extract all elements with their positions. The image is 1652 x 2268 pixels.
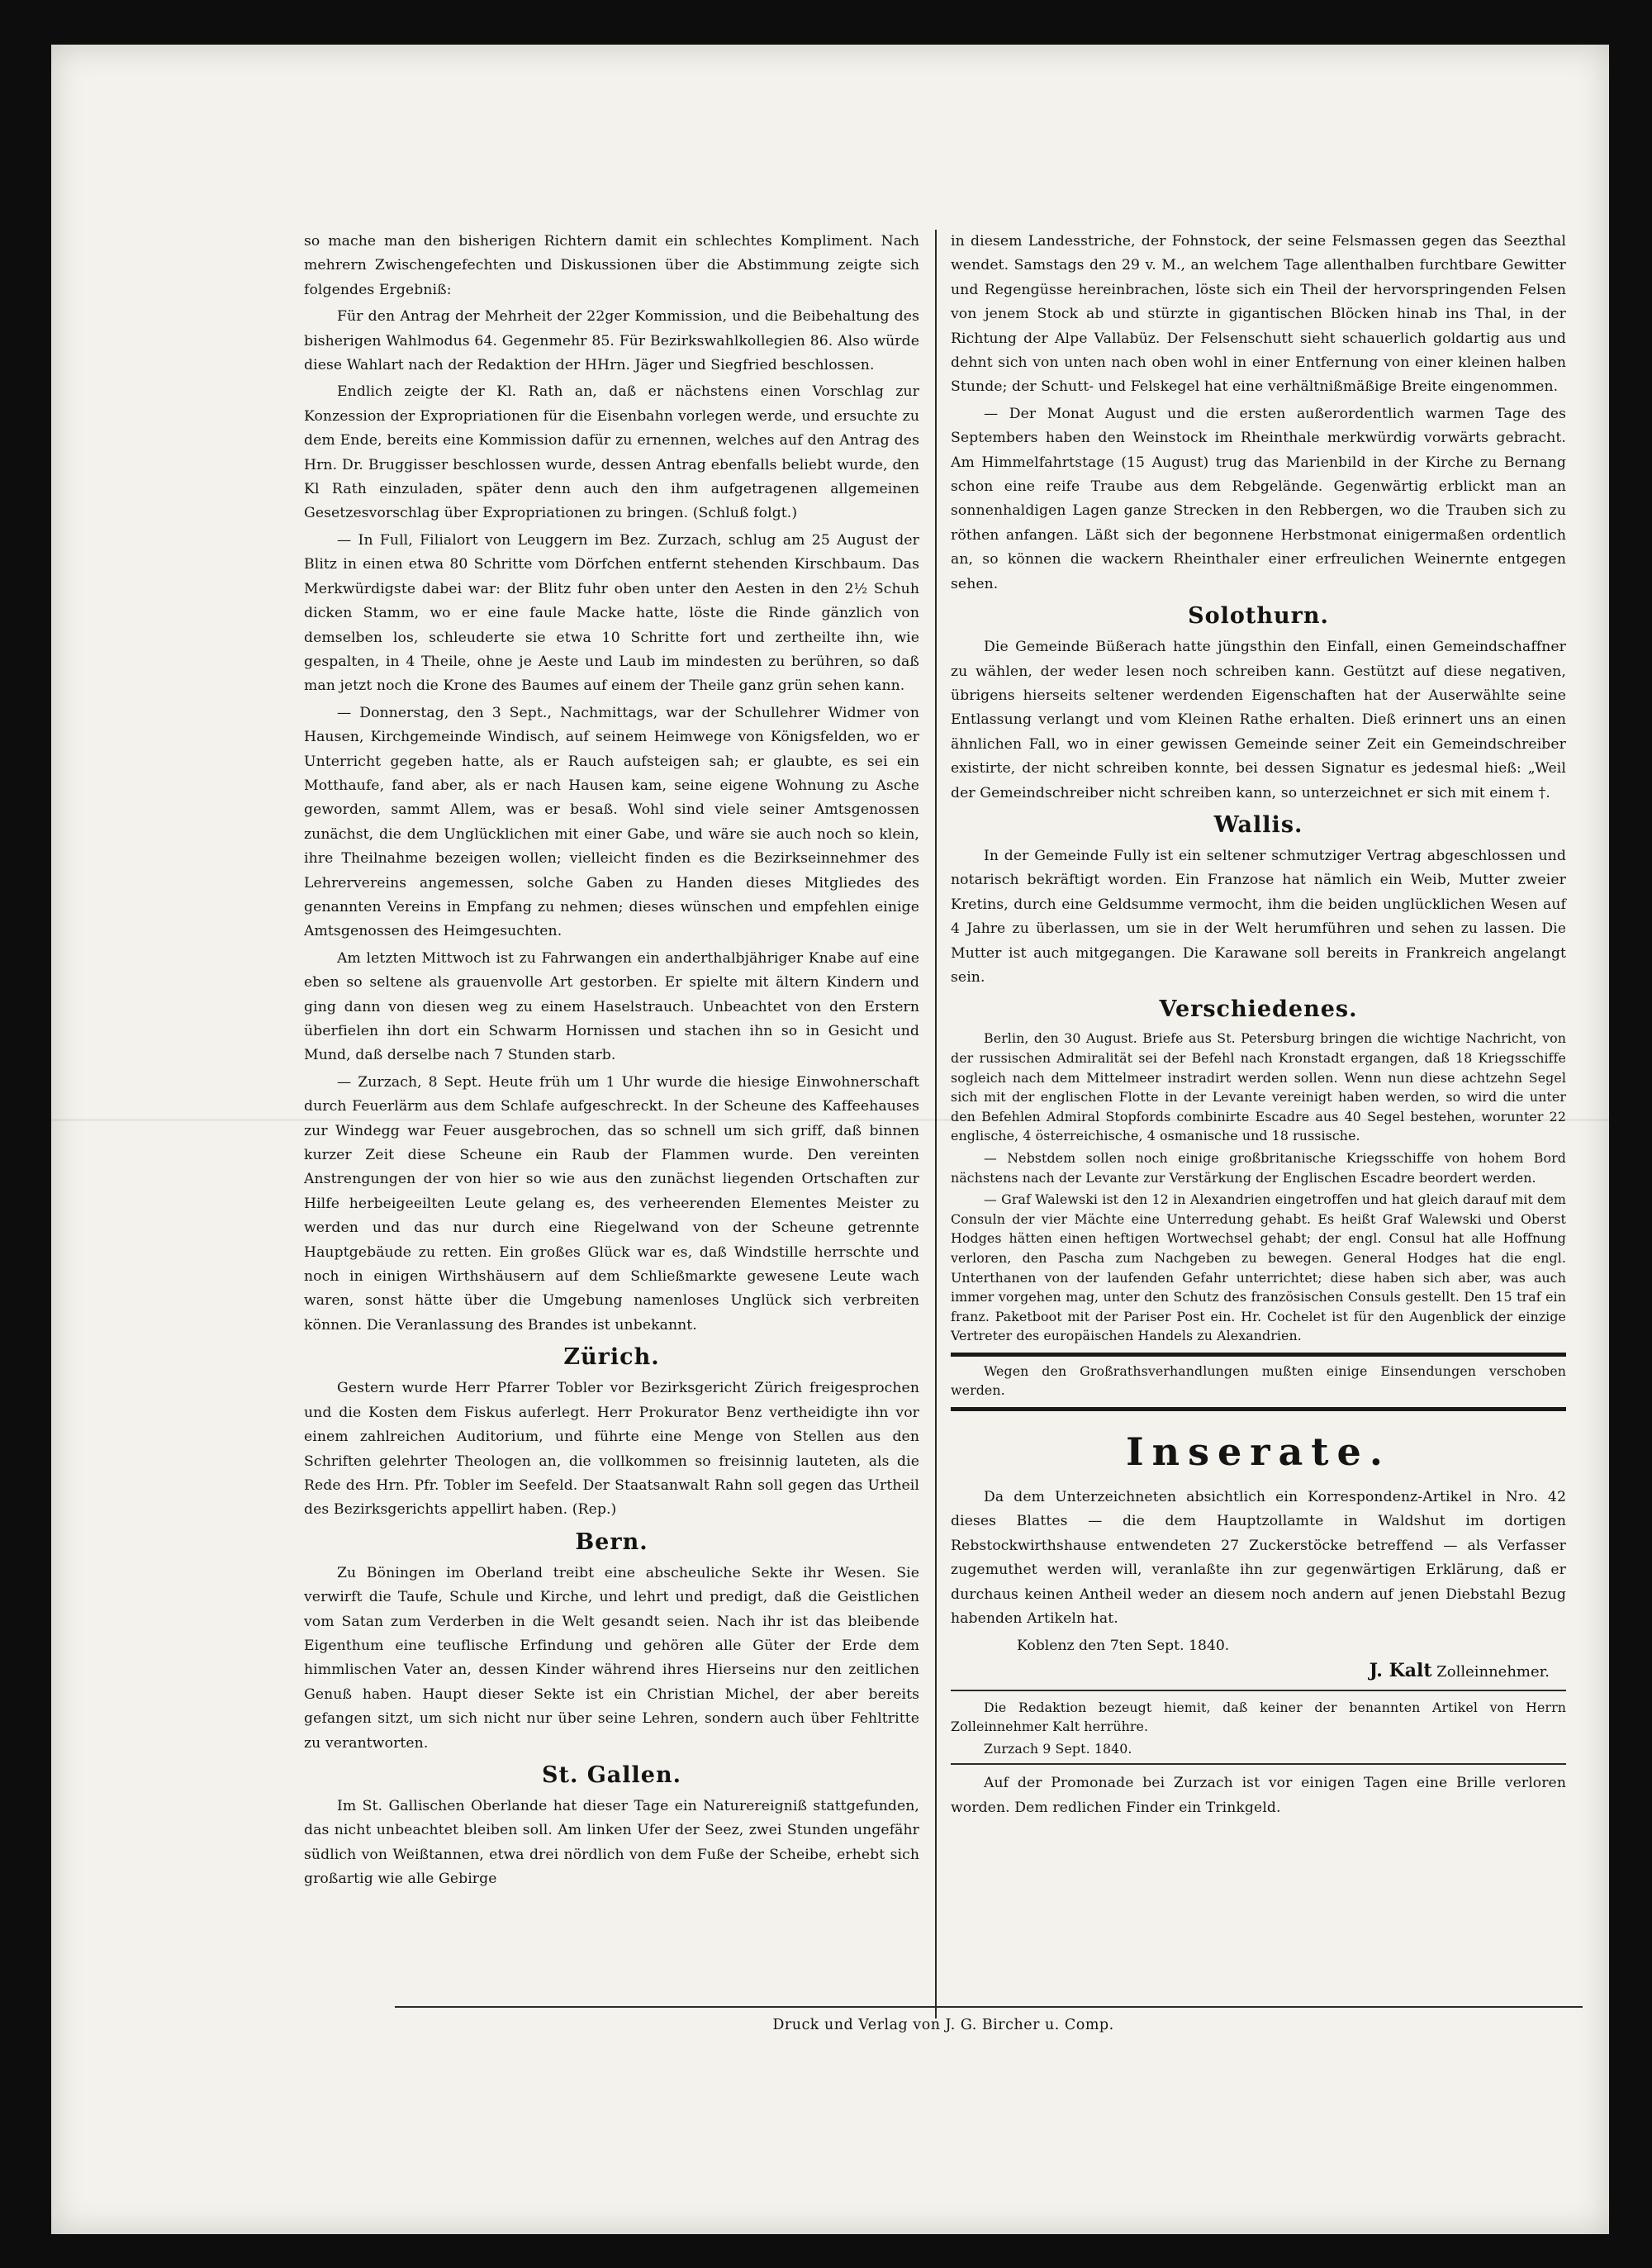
signature-line (951, 1634, 1566, 1658)
section-rule (951, 1407, 1566, 1411)
article-paragraph: in diesem Landesstriche, der Fohnstock, der seine Felsmassen gegen das Seezthal wendet. Samstags den 29 v. M., an welchem Tage allenthalben furchtbare Gewitter und Regengüsse hereinbrachen, löste sich ein Theil der hervorspringenden Felsen von jenem Stock ab und stürzte in gigantischen Blöcken hinab ins Thal, in der Richtung der Alpe Vallabüz. Der Felsenschutt sieht schauerlich goldartig aus und dehnt sich von unten nach oben wohl in einer Entfernung von einer kleinen halben Stunde; der Schutt- und Felskegel hat eine verhältnißmäßige Breite eingenommen. (951, 233, 1566, 396)
article-paragraph: Die Gemeinde Büßerach hatte jüngsthin den Einfall, einen Gemeindschaffner zu wählen, der weder lesen noch schreiben kann. Gestützt auf diese negativen, übrigens hierseits seltener werdenden Eigenschaften hat der Auserwählte seine Entlassung verlangt und vom Kleinen Rathe erhalten. Dieß erinnert uns an einen ähnlichen Fall, wo in einer gewissen Gemeinde seiner Zeit ein Gemeindschreiber existirte, der nicht schreiben konnte, bei dessen Signatur es jedesmal hieß: „Weil der Gemeindschreiber nicht schreiben kann, so unterzeichnet er sich mit einem †. (951, 639, 1566, 801)
right-column (951, 230, 1566, 1823)
advertisement-paragraph: Da dem Unterzeichneten absichtlich ein Korrespondenz-Artikel in Nro. 42 dieses Blattes — die dem Hauptzollamte in Waldshut im dortigen Rebstockwirthshause entwendeten 27 Zuckerstöcke betreffend — als Verfasser zugemuthet werden will, veranlaßte ihn zur gegenwärtigen Erklärung, daß er durchaus keinen Antheil weder an diesem noch andern auf jenen Diebstahl Bezug habenden Artikeln hat. (951, 1489, 1566, 1628)
signer (951, 1658, 1566, 1685)
section-heading-st-gallen: St. Gallen. (541, 1762, 682, 1788)
left-column (304, 230, 919, 1895)
article-paragraph: In der Gemeinde Fully ist ein seltener schmutziger Vertrag abgeschlossen und notarisch bekräftigt worden. Ein Franzose hat nämlich ein Weib, Mutter zweier Kretins, durch eine Geldsumme vermocht, ihm die beiden unglücklichen Wesen auf 4 Jahre zu überlassen, um sie in der Welt herumführen und sehen zu lassen. Die Mutter ist auch mitgegangen. Die Karawane soll bereits in Frankreich angelangt sein. (951, 847, 1566, 986)
article-paragraph: — Nebstdem sollen noch einige großbritanische Kriegsschiffe von hohem Bord nächstens nach der Levante zur Verstärkung der Englischen Escadre beordert werden. (951, 1149, 1566, 1186)
section-heading-verschiedenes: Verschiedenes. (1159, 996, 1358, 1023)
editorial-statement: Die Redaktion bezeugt hiemit, daß keiner der benannten Artikel von Herrn Zolleinnehmer Kalt herrühre. (951, 1699, 1566, 1735)
article-paragraph: — Graf Walewski ist den 12 in Alexandrien eingetroffen und hat gleich darauf mit dem Consuln der vier Mächte eine Unterredung gehabt. Es heißt Graf Walewski und Oberst Hodges hätten einen heftigen Wortwechsel gehabt; der engl. Consul hat alle Hoffnung verloren, den Pascha zum Nachgeben zu bewegen. General Hodges hat die engl. Unterthanen von der laufenden Gefahr unterrichtet; diese haben sich aber, was auch immer vorgehen mag, unter den Schutz des französischen Consuls gestellt. Den 15 traf ein franz. Paketboot mit der Pariser Post ein. Hr. Cochelet ist für den Augenblick der einzige Vertreter des europäischen Handels zu Alexandrien. (951, 1191, 1566, 1344)
article-paragraph: Im St. Gallischen Oberlande hat dieser Tage ein Naturereigniß stattgefunden, das nicht unbeachtet bleiben soll. Am linken Ufer der Seez, zwei Stunden ungefähr südlich von Weißtannen, etwa drei nördlich von dem Fuße der Scheibe, erhebt sich großartig wie alle Gebirge (304, 1797, 919, 1888)
section-heading-bern: Bern. (575, 1529, 648, 1555)
article-paragraph: — In Full, Filialort von Leuggern im Bez. Zurzach, schlug am 25 August der Blitz in einen etwa 80 Schritte vom Dörfchen entfernt stehenden Kirschbaum. Das Merkwürdigste dabei war: der Blitz fuhr oben unter den Aesten in den 2½ Schuh dicken Stamm, wo er eine faule Macke hatte, löste die Rinde gänzlich von demselben los, schleuderte sie etwa 10 Schritte fort und zertheilte ihn, wie gespalten, in 4 Theile, ohne je Aeste und Laub im mindesten zu berühren, so daß man jetzt noch die Krone des Baumes auf einem der Theile ganz grün sehen kann. (304, 531, 919, 695)
signer-title: Zolleinnehmer. (1436, 1662, 1550, 1681)
ad-rule (951, 1690, 1566, 1691)
article-paragraph: Zu Böningen im Oberland treibt eine abscheuliche Sekte ihr Wesen. Sie verwirft die Taufe, Schule und Kirche, und lehrt und predigt, daß die Geistlichen vom Satan zum Verderben in die Welt gesandt seien. Nach ihr ist das bleibende Eigenthum eine teuflische Erfindung und gehören alle Güter der Erde dem himmlischen Vater an, dessen Kinder während ihres Hierseins nur den zeitlichen Genuß haben. Haupt dieser Sekte ist ein Christian Michel, der aber bereits gefangen sitzt, um sich nicht nur über seine Lehren, sondern auch über Fehltritte zu verantworten. (304, 1564, 919, 1752)
article-paragraph: Endlich zeigte der Kl. Rath an, daß er nächstens einen Vorschlag zur Konzession der Expropriationen für die Eisenbahn vorlegen werde, und ersuchte zu dem Ende, bereits eine Kommission dafür zu ernennen, welches auf den Antrag des Hrn. Dr. Bruggisser beschlossen wurde, dessen Antrag ebenfalls beliebt wurde, den Kl Rath einzuladen, später denn auch den ihm aufgetragenen allgemeinen Gesetzesvorschlag über Expropriationen zu bringen. (Schluß folgt.) (304, 383, 919, 522)
editorial-date: Zurzach 9 Sept. 1840. (984, 1740, 1132, 1757)
section-rule (951, 1353, 1566, 1357)
column-divider (935, 230, 937, 2018)
signature-place-date: Koblenz den 7ten Sept. 1840. (1017, 1637, 1230, 1654)
section-heading-wallis: Wallis. (1213, 811, 1303, 838)
ad-rule (951, 1763, 1566, 1765)
section-heading-zurich: Zürich. (563, 1344, 660, 1371)
editorial-notice: Wegen den Großrathsverhandlungen mußten einige Einsendungen verschoben werden. (951, 1362, 1566, 1399)
newspaper-sheet (51, 45, 1609, 2234)
footer-rule (395, 2006, 1583, 2008)
article-paragraph: — Zurzach, 8 Sept. Heute früh um 1 Uhr wurde die hiesige Einwohnerschaft durch Feuerlärm aus dem Schlafe aufgeschreckt. In der Scheune des Kaffeehauses zur Windegg war Feuer ausgebrochen, das so schnell um sich griff, daß binnen kurzer Zeit diese Scheune ein Raub der Flammen wurde. Den vereinten Anstrengungen der von hier so wie aus den zunächst liegenden Ortschaften zur Hilfe herbeigeeilten Leute gelang es, des verheerenden Elementes Meister zu werden und das nur durch eine Riegelwand von der Scheune getrennte Hauptgebäude zu retten. Ein großes Glück war es, daß Windstille herrschte und noch in einigen Wirthshäusern auf dem Schließmarkte gewesene Leute wach waren, sonst hätte über die Umgebung namenloses Unglück sich verbreiten können. Die Veranlassung des Brandes ist unbekannt. (304, 1073, 919, 1334)
print-area (304, 230, 1583, 2033)
article-paragraph: Berlin, den 30 August. Briefe aus St. Petersburg bringen die wichtige Nachricht, von der russischen Admiralität sei der Befehl nach Kronstadt ergangen, daß 18 Kriegsschiffe sogleich nach dem Mittelmeer instradirt werden sollen. Wenn nun diese achtzehn Segel sich mit der englischen Flotte in der Levante vereinigt haben werden, so wird die unter den Befehlen Admiral Stopfords combinirte Escadre aus 40 Segel bestehen, worunter 22 englische, 4 österreichische, 4 osmanische und 18 russische. (951, 1030, 1566, 1144)
article-paragraph: Am letzten Mittwoch ist zu Fahrwangen ein anderthalbjähriger Knabe auf eine eben so seltene als grauenvolle Art gestorben. Er spielte mit ältern Kindern und ging dann von diesen weg zu einem Haselstrauch. Unbeachtet von den Erstern überfielen ihn dort ein Schwarm Hornissen und stachen ihn so in Gesicht und Mund, daß derselbe nach 7 Stunden starb. (304, 949, 919, 1064)
lost-item-notice: Auf der Promonade bei Zurzach ist vor einigen Tagen eine Brille verloren worden. Dem redlichen Finder ein Trinkgeld. (951, 1775, 1566, 1816)
imprint: Druck und Verlag von J. G. Bircher u. Comp. (772, 2017, 1114, 2033)
signer-name: J. Kalt (1369, 1659, 1432, 1681)
article-paragraph: Für den Antrag der Mehrheit der 22ger Kommission, und die Beibehaltung des bisherigen Wahlmodus 64. Gegenmehr 85. Für Bezirkswahlkollegien 86. Also würde diese Wahlart nach der Redaktion der HHrn. Jäger und Siegfried beschlossen. (304, 308, 919, 374)
article-paragraph: — Der Monat August und die ersten außerordentlich warmen Tage des Septembers haben den Weinstock im Rheinthale merkwürdig vorwärts gebracht. Am Himmelfahrtstage (15 August) trug das Marienbild in der Kirche zu Bernang schon eine reife Traube aus dem Rebgelände. Gegenwärtig erblickt man an sonnenhaldigen Lagen ganze Strecken in den Rebbergen, wo die Trauben sich zu röthen anfangen. Läßt sich der begonnene Herbstmonat einigermaßen ordentlich an, so können die wackern Rheinthaler einer erfreulichen Weinernte entgegen sehen. (951, 405, 1566, 592)
inserate-heading: Inserate. (1126, 1429, 1391, 1475)
section-heading-solothurn: Solothurn. (1188, 603, 1329, 630)
article-paragraph: so mache man den bisherigen Richtern damit ein schlechtes Kompliment. Nach mehrern Zwischengefechten und Diskussionen über die Abstimmung zeigte sich folgendes Ergebniß: (304, 233, 919, 298)
article-paragraph: — Donnerstag, den 3 Sept., Nachmittags, war der Schullehrer Widmer von Hausen, Kirchgemeinde Windisch, auf seinem Heimwege von Königsfelden, wo er Unterricht gegeben hatte, als er Rauch aufsteigen sah; er glaubte, es sei ein Motthaufe, fand aber, als er nach Hausen kam, seine eigene Wohnung zu Asche geworden, sammt Allem, was er besaß. Wohl sind viele seiner Amtsgenossen zunächst, die dem Unglücklichen mit einer Gabe, und wäre sie auch noch so klein, ihre Theilnahme bezeigen wollen; vielleicht finden es die Bezirkseinnehmer des Lehrervereins angemessen, solche Gaben zu Handen dieses Mitgliedes des genannten Vereins in Empfang zu nehmen; dieses wünschen und empfehlen einige Amtsgenossen des Heimgesuchten. (304, 704, 919, 940)
article-paragraph: Gestern wurde Herr Pfarrer Tobler vor Bezirksgericht Zürich freigesprochen und die Kosten dem Fiskus auferlegt. Herr Prokurator Benz vertheidigte ihn vor einem zahlreichen Auditorium, und führte eine Menge von Stellen aus den Schriften gelehrter Theologen an, die vollkommen so freisinnig lauteten, als die Rede des Hrn. Pfr. Tobler im Seefeld. Der Staatsanwalt Rahn soll gegen das Urtheil des Bezirksgerichts appellirt haben. (Rep.) (304, 1380, 919, 1519)
